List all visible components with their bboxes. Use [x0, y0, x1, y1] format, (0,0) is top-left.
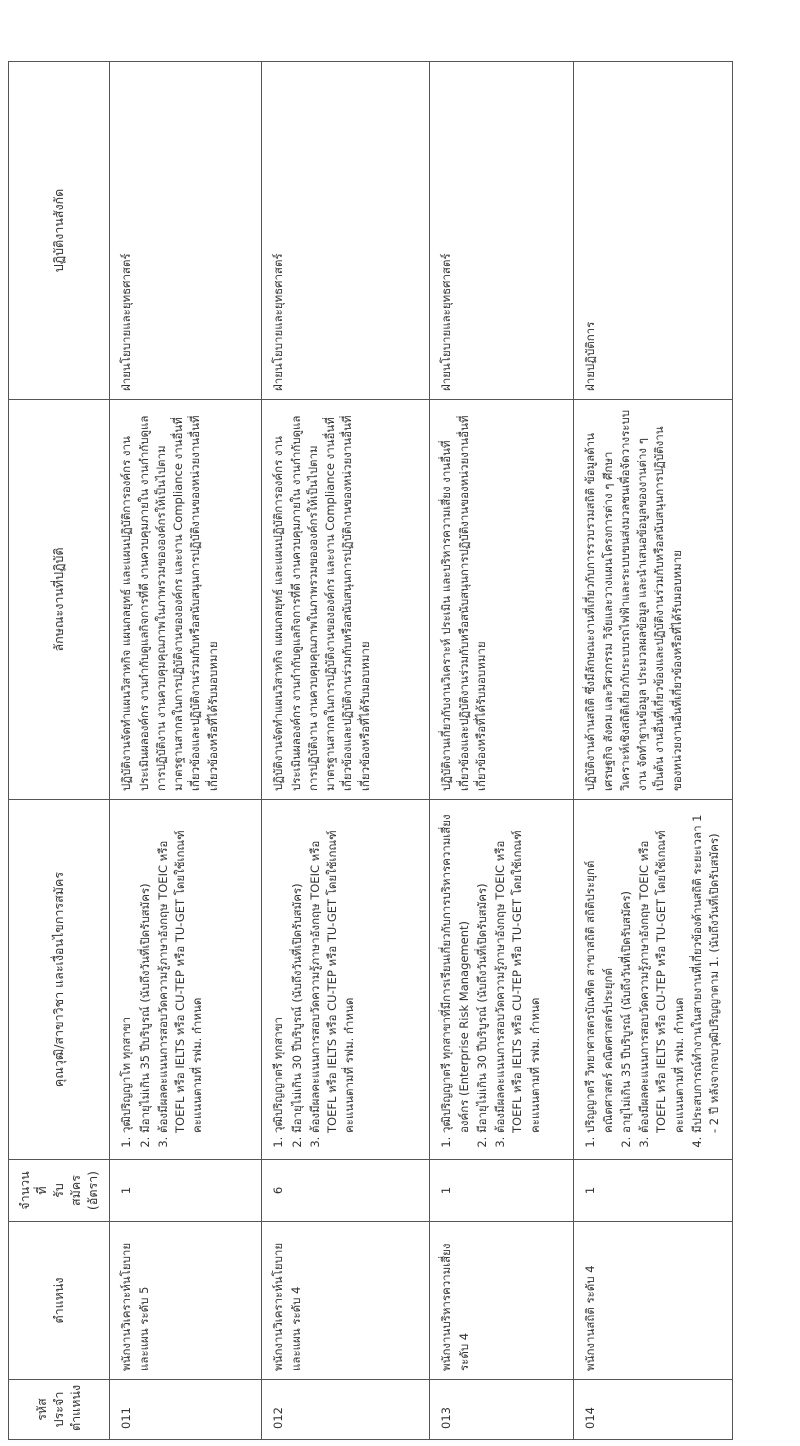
qualification-item: 1. วุฒิปริญญาตรี ทุกสาขาที่มีการเรียนเกี่ยวกับการบริหารความเสี่ยงองค์กร (Enterprise Risk Management): [438, 808, 473, 1133]
qualification-item: 1. ปริญญาตรี วิทยาศาสตรบัณฑิต สาขาสถิติ สถิติประยุกต์ คณิตศาสตร์ คณิตศาสตร์ประยุกต์: [582, 808, 617, 1133]
qualifications-list: [582, 808, 723, 1151]
department-cell: ฝ่ายนโยบายและยุทธศาสตร์: [262, 62, 430, 400]
qualification-item: 3. ต้องมีผลคะแนนการสอบวัดความรู้ภาษาอังกฤษ TOEIC หรือ TOEFL หรือ IELTS หรือ CU-TEP หรือ TU-GET โดยใช้เกณฑ์คะแนนตามที่ รฟม. กำหนด: [492, 808, 544, 1133]
position-code: 013: [430, 1380, 574, 1440]
qualification-item: 2. มีอายุไม่เกิน 30 ปีบริบูรณ์ (นับถึงวันที่เปิดรับสมัคร): [474, 808, 491, 1133]
duties-cell: ปฏิบัติงานเกี่ยวกับงานวิเคราะห์ ประเมิน และบริหารความเสี่ยง งานอื่นที่เกี่ยวข้องและปฏิบัติงานร่วมกับหรือสนับสนุนการปฏิบัติงานของหน่วยงานอื่นที่เกี่ยวข้องหรือที่ได้รับมอบหมาย: [430, 400, 574, 800]
table-row: [574, 62, 733, 1440]
qualification-item: 4. มีประสบการณ์ทำงานในสายงานที่เกี่ยวข้องด้านสถิติ ระยะเวลา 1 - 2 ปี หลังจากจบวุฒิปริญญาตาม 1. (นับถึงวันที่เปิดรับสมัคร): [689, 808, 724, 1133]
position-count: 6: [262, 1160, 430, 1222]
qualifications-list: [438, 808, 544, 1151]
recruitment-table: [8, 61, 733, 1440]
header-qualifications: คุณวุฒิ/สาขาวิชา และเงื่อนไขการสมัคร: [9, 800, 110, 1160]
qualifications-list: [270, 808, 358, 1151]
table-row: [110, 62, 262, 1440]
header-code: รหัส ประจำ ตำแหน่ง: [9, 1380, 110, 1440]
qualification-item: 2. มีอายุไม่เกิน 30 ปีบริบูรณ์ (นับถึงวันที่เปิดรับสมัคร): [289, 808, 306, 1133]
header-position: ตำแหน่ง: [9, 1222, 110, 1380]
qualifications-list: [118, 808, 206, 1151]
position-title: พนักงานวิเคราะห์นโยบาย และแผน ระดับ 5: [110, 1222, 262, 1380]
department-cell: ฝ่ายนโยบายและยุทธศาสตร์: [110, 62, 262, 400]
header-duties: ลักษณะงานที่ปฏิบัติ: [9, 400, 110, 800]
position-title: พนักงานวิเคราะห์นโยบาย และแผน ระดับ 4: [262, 1222, 430, 1380]
qualification-item: 3. ต้องมีผลคะแนนการสอบวัดความรู้ภาษาอังกฤษ TOEIC หรือ TOEFL หรือ IELTS หรือ CU-TEP หรือ TU-GET โดยใช้เกณฑ์คะแนนตามที่ รฟม. กำหนด: [307, 808, 359, 1133]
position-title: พนักงานบริหารความเสี่ยง ระดับ 4: [430, 1222, 574, 1380]
position-count: 1: [110, 1160, 262, 1222]
position-code: 014: [574, 1380, 733, 1440]
duties-cell: ปฏิบัติงานด้านสถิติ ซึ่งมีลักษณะงานที่เกี่ยวกับการรวบรวมสถิติ ข้อมูลด้านเศรษฐกิจ สังคม และวิศวกรรม วิจัยและวางแผนโครงการต่าง ๆ ศึกษาวิเคราะห์เชิงสถิติเกี่ยวกับระบบรถไฟฟ้าและระบบขนส่งมวลชนเพื่อจัดวางระบบงาน จัดทำฐานข้อมูล ประมวลผลข้อมูล และนำเสนอข้อมูลของงานต่าง ๆ เป็นต้น งานอื่นที่เกี่ยวข้องและปฏิบัติงานร่วมกับหรือสนับสนุนการปฏิบัติงานของหน่วยงานอื่นที่เกี่ยวข้องหรือที่ได้รับมอบหมาย: [574, 400, 733, 800]
position-title: พนักงานสถิติ ระดับ 4: [574, 1222, 733, 1380]
qualification-item: 2. มีอายุไม่เกิน 35 ปีบริบูรณ์ (นับถึงวันที่เปิดรับสมัคร): [137, 808, 154, 1133]
header-department: ปฏิบัติงานสังกัด: [9, 62, 110, 400]
position-count: 1: [574, 1160, 733, 1222]
department-cell: ฝ่ายปฏิบัติการ: [574, 62, 733, 400]
rotated-page: [8, 62, 720, 1440]
position-code: 011: [110, 1380, 262, 1440]
duties-cell: ปฏิบัติงานจัดทำแผนวิสาหกิจ แผนกลยุทธ์ และแผนปฏิบัติการองค์กร งานประเมินผลองค์กร งานกำกับดูแลกิจการที่ดี งานควบคุมภายใน งานกำกับดูแลการปฏิบัติงาน งานควบคุมคุณภาพในภาพรวมขององค์กรให้เป็นไปตามมาตรฐานสากลในการปฏิบัติงานขององค์กร และงาน Compliance งานอื่นที่เกี่ยวข้องและปฏิบัติงานร่วมกับหรือสนับสนุนการปฏิบัติงานของหน่วยงานอื่นที่เกี่ยวข้องหรือที่ได้รับมอบหมาย: [110, 400, 262, 800]
qualification-item: 3. ต้องมีผลคะแนนการสอบวัดความรู้ภาษาอังกฤษ TOEIC หรือ TOEFL หรือ IELTS หรือ CU-TEP หรือ TU-GET โดยใช้เกณฑ์คะแนนตามที่ รฟม. กำหนด: [636, 808, 688, 1133]
table-row: [430, 62, 574, 1440]
qualifications-cell: [430, 800, 574, 1160]
position-count: 1: [430, 1160, 574, 1222]
table-header-row: [9, 62, 110, 1440]
qualification-item: 3. ต้องมีผลคะแนนการสอบวัดความรู้ภาษาอังกฤษ TOEIC หรือ TOEFL หรือ IELTS หรือ CU-TEP หรือ TU-GET โดยใช้เกณฑ์คะแนนตามที่ รฟม. กำหนด: [155, 808, 207, 1133]
qualifications-cell: [262, 800, 430, 1160]
table-row: [262, 62, 430, 1440]
header-count: จำนวนที่ รับสมัคร (อัตรา): [9, 1160, 110, 1222]
qualification-item: 1. วุฒิปริญญาตรี ทุกสาขา: [270, 808, 287, 1133]
qualifications-cell: [110, 800, 262, 1160]
qualification-item: 1. วุฒิปริญญาโท ทุกสาขา: [118, 808, 135, 1133]
qualifications-cell: [574, 800, 733, 1160]
duties-cell: ปฏิบัติงานจัดทำแผนวิสาหกิจ แผนกลยุทธ์ และแผนปฏิบัติการองค์กร งานประเมินผลองค์กร งานกำกับดูแลกิจการที่ดี งานควบคุมภายใน งานกำกับดูแลการปฏิบัติงาน งานควบคุมคุณภาพในภาพรวมขององค์กรให้เป็นไปตามมาตรฐานสากลในการปฏิบัติงานขององค์กร และงาน Compliance งานอื่นที่เกี่ยวข้องและปฏิบัติงานร่วมกับหรือสนับสนุนการปฏิบัติงานของหน่วยงานอื่นที่เกี่ยวข้องหรือที่ได้รับมอบหมาย: [262, 400, 430, 800]
qualification-item: 2. อายุไม่เกิน 35 ปีบริบูรณ์ (นับถึงวันที่เปิดรับสมัคร): [618, 808, 635, 1133]
position-code: 012: [262, 1380, 430, 1440]
department-cell: ฝ่ายนโยบายและยุทธศาสตร์: [430, 62, 574, 400]
